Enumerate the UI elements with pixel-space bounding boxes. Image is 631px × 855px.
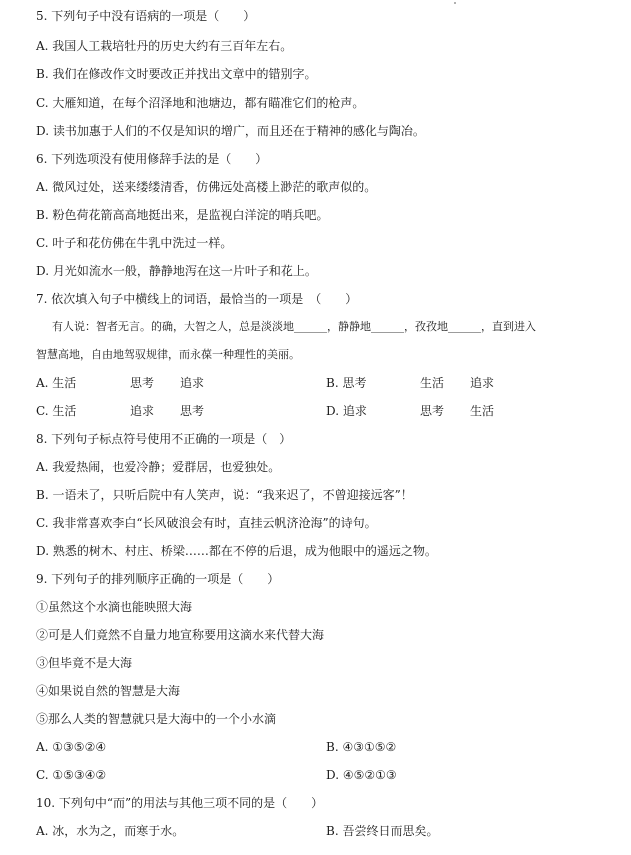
- q7-passage-line2: 智慧高地，自由地驾驭规律，而永葆一种理性的美丽。: [36, 348, 300, 361]
- q10-option-b: B. 吾尝终日而思矣。: [326, 824, 439, 838]
- q6-option-b: B. 粉色荷花箭高高地挺出来，是监视白洋淀的哨兵吧。: [36, 208, 329, 222]
- q7-option-c-label: C. 生活: [36, 404, 77, 418]
- q6-option-d: D. 月光如流水一般，静静地泻在这一片叶子和花上。: [36, 264, 317, 278]
- q10-option-a: A. 冰，水为之，而寒于水。: [36, 824, 185, 838]
- q8-stem: 8. 下列句子标点符号使用不正确的一项是（ ）: [36, 432, 292, 446]
- q7-option-c-word3: 思考: [180, 404, 205, 418]
- q9-option-a: A. ①③⑤②④: [36, 740, 107, 754]
- q5-option-c: C. 大雁知道，在每个沼泽地和池塘边，都有瞄准它们的枪声。: [36, 96, 365, 110]
- q7-option-b-label: B. 思考: [326, 376, 367, 390]
- scan-speck: [454, 2, 456, 4]
- q7-option-d-word3: 生活: [470, 404, 495, 418]
- q8-option-d: D. 熟悉的树木、村庄、桥梁……都在不停的后退，成为他眼中的遥远之物。: [36, 544, 437, 558]
- q7-option-c-word2: 追求: [130, 404, 155, 418]
- q7-option-d-label: D. 追求: [326, 404, 367, 418]
- q9-sentence-3: ③但毕竟不是大海: [36, 656, 133, 670]
- q9-sentence-4: ④如果说自然的智慧是大海: [36, 684, 181, 698]
- q7-option-a-word2: 思考: [130, 376, 155, 390]
- q8-option-b: B. 一语未了，只听后院中有人笑声，说：“我来迟了，不曾迎接远客”！: [36, 488, 413, 502]
- q5-stem: 5. 下列句子中没有语病的一项是（ ）: [36, 9, 256, 23]
- q6-option-a: A. 微风过处，送来缕缕清香，仿佛远处高楼上渺茫的歌声似的。: [36, 180, 377, 194]
- q7-stem: 7. 依次填入句子中横线上的词语，最恰当的一项是 （ ）: [36, 292, 358, 306]
- q7-option-d-word2: 思考: [420, 404, 445, 418]
- q9-sentence-1: ①虽然这个水滴也能映照大海: [36, 600, 193, 614]
- q5-option-a: A. 我国人工栽培牡丹的历史大约有三百年左右。: [36, 39, 293, 53]
- q7-option-a-label: A. 生活: [36, 376, 77, 390]
- q10-stem: 10. 下列句中“而”的用法与其他三项不同的是（ ）: [36, 796, 324, 810]
- q8-option-c: C. 我非常喜欢李白“长风破浪会有时，直挂云帆济沧海”的诗句。: [36, 516, 377, 530]
- q5-option-b: B. 我们在修改作文时要改正并找出文章中的错别字。: [36, 67, 317, 81]
- q9-sentence-2: ②可是人们竟然不自量力地宣称要用这滴水来代替大海: [36, 628, 325, 642]
- q9-stem: 9. 下列句子的排列顺序正确的一项是（ ）: [36, 572, 280, 586]
- q6-option-c: C. 叶子和花仿佛在牛乳中洗过一样。: [36, 236, 233, 250]
- q8-option-a: A. 我爱热闹，也爱冷静；爱群居，也爱独处。: [36, 460, 281, 474]
- q7-option-a-word3: 追求: [180, 376, 205, 390]
- q9-option-d: D. ④⑤②①③: [326, 768, 397, 782]
- q9-option-c: C. ①⑤③④②: [36, 768, 107, 782]
- q7-option-b-word2: 生活: [420, 376, 445, 390]
- q5-option-d: D. 读书加惠于人们的不仅是知识的增广，而且还在于精神的感化与陶冶。: [36, 124, 425, 138]
- q9-option-b: B. ④③①⑤②: [326, 740, 397, 754]
- q9-sentence-5: ⑤那么人类的智慧就只是大海中的一个小水滴: [36, 712, 277, 726]
- q6-stem: 6. 下列选项没有使用修辞手法的是（ ）: [36, 152, 268, 166]
- q7-passage-line1: 有人说：智者无言。的确，大智之人，总是淡淡地______，静静地______，孜孜地______，直到进入: [52, 320, 536, 333]
- q7-option-b-word3: 追求: [470, 376, 495, 390]
